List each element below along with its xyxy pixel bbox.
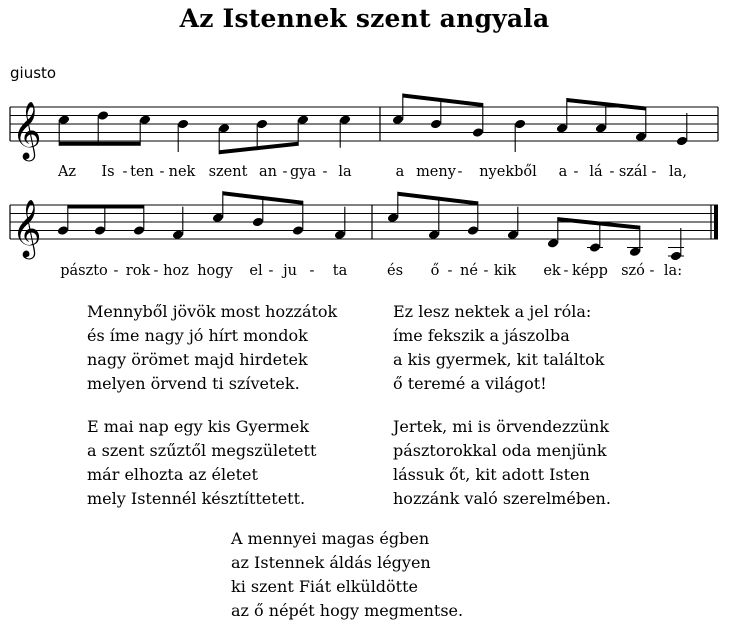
lyric-syllable: gya xyxy=(289,164,317,180)
lyric-syllable: szent xyxy=(208,164,248,180)
final-barline-thick xyxy=(714,205,718,239)
verse-line: íme fekszik a jászolba xyxy=(393,326,570,345)
verse-line: E mai nap egy kis Gyermek xyxy=(87,417,310,436)
verse-line: az ő népét hogy megmentse. xyxy=(231,601,464,620)
beam xyxy=(68,205,144,209)
lyric-syllable: kik xyxy=(493,263,517,279)
lyric-syllable: ek xyxy=(543,263,561,279)
lyric-syllable: ten xyxy=(130,164,154,180)
lyric-syllable: - xyxy=(153,263,159,279)
verse-line: hozzánk való szerelmében. xyxy=(393,489,611,508)
verse-line: Jertek, mi is örvendezzünk xyxy=(393,417,610,436)
lyric-syllable: an xyxy=(259,164,277,180)
verse-line: az Istennek áldás légyen xyxy=(231,553,431,572)
verse-line: Mennyből jövök most hozzátok xyxy=(87,302,338,321)
treble-clef: 𝄞 xyxy=(12,101,42,159)
lyric-syllable: la xyxy=(338,164,352,180)
beam xyxy=(403,93,483,107)
verse-line: mely Istennél késztíttetett. xyxy=(87,489,306,508)
lyric-syllable: szó xyxy=(621,263,645,279)
lyric-syllable: - xyxy=(483,263,489,279)
lyric-syllable: nyekből xyxy=(479,164,537,180)
lyric-syllable: ő xyxy=(430,263,440,279)
verse-5 xyxy=(231,527,463,623)
lyric-syllable: hogy xyxy=(197,263,233,279)
lyric-syllable: szál xyxy=(618,164,648,180)
lyric-syllable: né xyxy=(460,263,478,279)
verse-3 xyxy=(87,415,316,511)
beam xyxy=(59,142,140,146)
verse-line: a kis gyermek, kit találtok xyxy=(393,350,605,369)
song-title: Az Istennek szent angyala xyxy=(179,4,550,33)
lyric-syllable: Is xyxy=(101,164,115,180)
lyric-syllable: - xyxy=(447,263,453,279)
verse-line: ki szent Fiát elküldötte xyxy=(231,577,419,596)
lyric-syllable: - xyxy=(282,164,288,180)
lyric-syllable: Az xyxy=(57,164,77,180)
verse-line: már elhozta az életet xyxy=(87,465,258,484)
beam xyxy=(219,142,298,155)
music-score xyxy=(0,0,729,290)
lyric-syllable: a xyxy=(395,164,405,180)
lyric-syllable: nek xyxy=(168,164,196,180)
verse-line: pásztorokkal oda menjünk xyxy=(393,441,607,460)
verse-2 xyxy=(393,300,604,396)
lyric-syllable: - xyxy=(122,164,128,180)
lyric-syllable: és xyxy=(386,263,404,279)
lyric-syllable: - xyxy=(159,164,165,180)
verse-line: Ez lesz nektek a jel róla: xyxy=(393,302,592,321)
lyric-syllable: la, xyxy=(669,164,687,180)
verse-4 xyxy=(393,415,611,511)
lyric-syllable: el xyxy=(249,263,263,279)
beam xyxy=(398,192,478,206)
lyric-syllable: ju xyxy=(283,263,297,279)
lyric-syllable: hoz xyxy=(163,263,189,279)
verse-line: a szent szűztől megszületett xyxy=(87,441,317,460)
verse-line: és íme nagy jó hírt mondok xyxy=(87,326,308,345)
tempo-marking: giusto xyxy=(10,64,57,82)
verse-line: ő teremé a világot! xyxy=(393,374,547,393)
lyric-syllable: - xyxy=(309,263,315,279)
lyric-syllable: - xyxy=(573,164,579,180)
lyric-syllable: - xyxy=(649,263,655,279)
lyric-syllable: - xyxy=(268,263,274,279)
lyric-syllable: - xyxy=(457,164,463,180)
treble-clef: 𝄞 xyxy=(12,199,42,257)
lyric-syllable: lá xyxy=(589,164,603,180)
lyric-syllable: ta xyxy=(332,263,348,279)
lyric-syllable: meny xyxy=(416,164,456,180)
lyric-syllable: a xyxy=(558,164,568,180)
lyric-syllable: pászto xyxy=(60,263,108,279)
lyric-syllable: képp xyxy=(572,263,608,279)
lyric-syllable: rok xyxy=(125,263,151,279)
verse-line: A mennyei magas égben xyxy=(231,529,430,548)
lyric-syllable: - xyxy=(113,263,119,279)
lyric-syllable: - xyxy=(322,164,328,180)
verse-line: melyen örvend ti szívetek. xyxy=(87,374,300,393)
lyric-syllable: - xyxy=(609,164,615,180)
lyric-syllable: la: xyxy=(663,263,683,279)
verse-line: lássuk őt, kit adott Isten xyxy=(393,465,590,484)
beam xyxy=(558,217,640,230)
lyric-syllable: - xyxy=(563,263,569,279)
verse-1 xyxy=(87,300,337,396)
verse-line: nagy örömet majd hirdetek xyxy=(87,350,308,369)
lyric-syllable: - xyxy=(651,164,657,180)
